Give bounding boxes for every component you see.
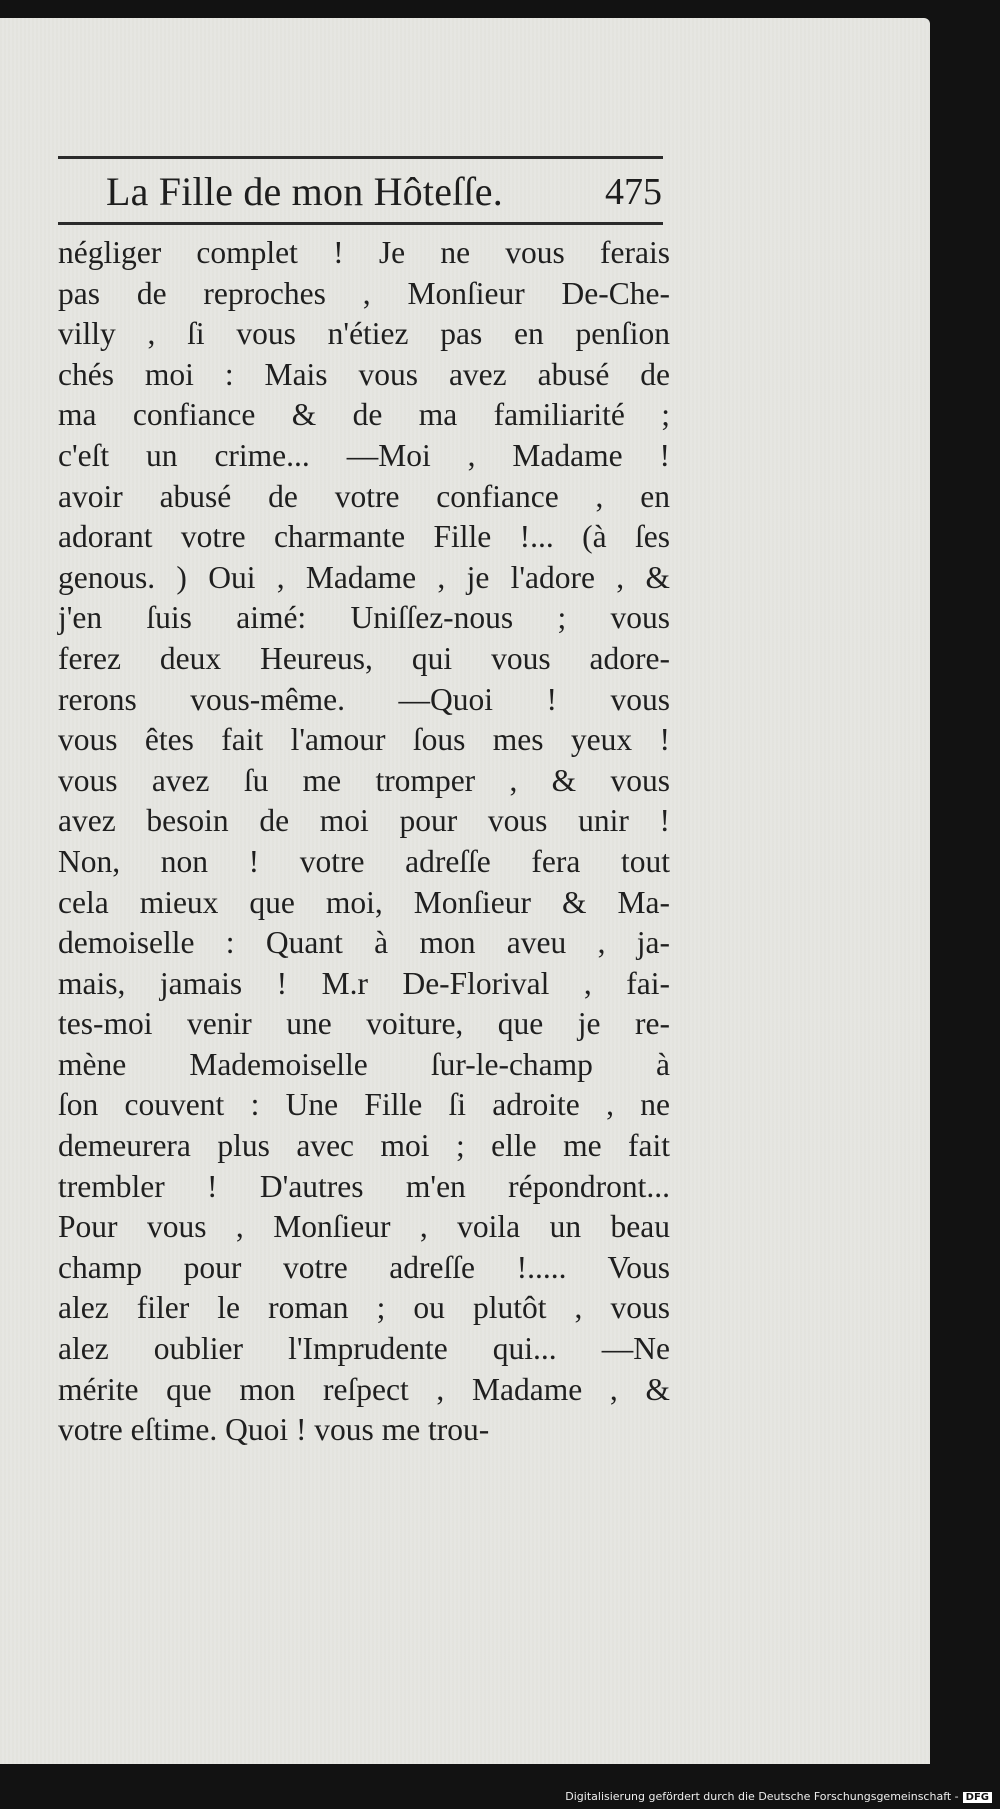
text-line: vous êtes fait l'amour ſous mes yeux !: [58, 722, 670, 758]
text-line: chés moi : Mais vous avez abusé de: [58, 356, 670, 392]
text-line: adorant votre charmante Fille !... (à ſes: [58, 519, 670, 555]
credit-text: Digitalisierung gefördert durch die Deutsche Forschungsgemeinschaft -: [565, 1790, 959, 1803]
running-title: La Fille de mon Hôteſſe.: [106, 169, 503, 214]
dfg-logo: DFG: [963, 1792, 992, 1803]
text-line: ſon couvent : Une Fille ſi adroite , ne: [58, 1087, 670, 1123]
text-line: demeurera plus avec moi ; elle me fait: [58, 1128, 670, 1164]
header-rule-top: [58, 156, 663, 159]
body-text: [58, 233, 670, 1451]
text-line: genous. ) Oui , Madame , je l'adore , &: [58, 559, 670, 595]
header-rule-bottom: [58, 222, 663, 225]
text-line: villy , ſi vous n'étiez pas en penſion: [58, 316, 670, 352]
text-line: alez oublier l'Imprudente qui... —Ne: [58, 1331, 670, 1367]
text-line: ferez deux Heureus, qui vous adore-: [58, 640, 670, 676]
text-line: avez besoin de moi pour vous unir !: [58, 803, 670, 839]
text-line: trembler ! D'autres m'en répondront...: [58, 1168, 670, 1204]
text-line: votre eſtime. Quoi ! vous me trou-: [58, 1412, 490, 1448]
page-number: 475: [605, 171, 662, 213]
text-line: Pour vous , Monſieur , voila un beau: [58, 1209, 670, 1245]
text-line: j'en ſuis aimé: Uniſſez-nous ; vous: [58, 600, 670, 636]
text-line: mais, jamais ! M.r De-Florival , fai-: [58, 965, 670, 1001]
text-line: pas de reproches , Monſieur De-Che-: [58, 275, 670, 311]
text-line: mène Mademoiselle ſur-le-champ à: [58, 1046, 670, 1082]
text-line: demoiselle : Quant à mon aveu , ja-: [58, 925, 670, 961]
running-header: [58, 166, 668, 220]
text-line: cela mieux que moi, Monſieur & Ma-: [58, 884, 670, 920]
text-line: ma confiance & de ma familiarité ;: [58, 397, 670, 433]
text-line: rerons vous-même. —Quoi ! vous: [58, 681, 670, 717]
text-line: Non, non ! votre adreſſe fera tout: [58, 843, 670, 879]
digitization-credit: [565, 1790, 992, 1803]
text-line: champ pour votre adreſſe !..... Vous: [58, 1249, 670, 1285]
text-line: alez filer le roman ; ou plutôt , vous: [58, 1290, 670, 1326]
text-line: vous avez ſu me tromper , & vous: [58, 762, 670, 798]
text-line: c'eſt un crime... —Moi , Madame !: [58, 437, 670, 473]
text-line: avoir abusé de votre confiance , en: [58, 478, 670, 514]
text-line: mérite que mon reſpect , Madame , &: [58, 1371, 670, 1407]
text-line: négliger complet ! Je ne vous ferais: [58, 235, 670, 270]
text-line: tes-moi venir une voiture, que je re-: [58, 1006, 670, 1042]
